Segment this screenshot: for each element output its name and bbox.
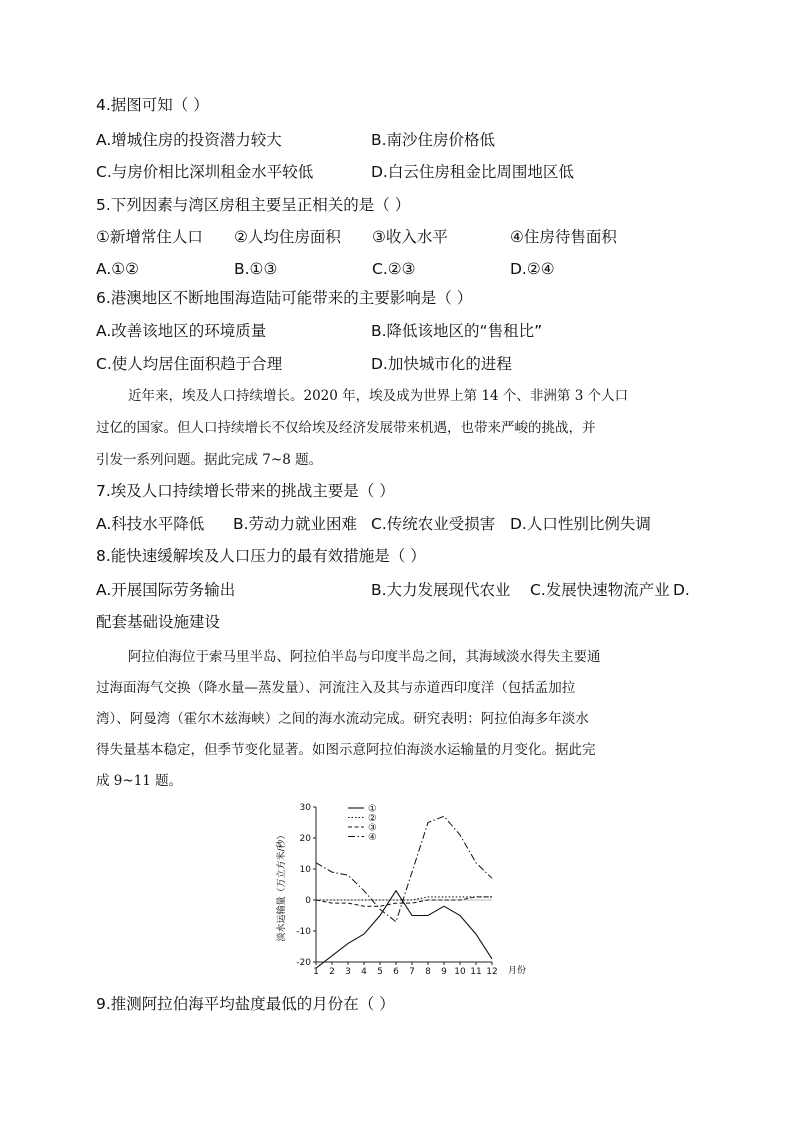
q6-stem: 6.港澳地区不断地围海造陆可能带来的主要影响是（ ） <box>96 289 473 307</box>
q5-option-d: D.②④ <box>510 260 555 278</box>
chart-x-tick-label: 1 <box>313 967 319 976</box>
freshwater-transport-chart <box>276 798 536 980</box>
chart-x-tick-label: 7 <box>409 967 415 976</box>
q7-stem: 7.埃及人口持续增长带来的挑战主要是（ ） <box>96 482 395 500</box>
chart-x-tick-label: 3 <box>345 967 351 976</box>
chart-series-line <box>316 891 492 969</box>
q6-option-a: A.改善该地区的环境质量 <box>96 322 267 340</box>
q7-option-b: B.劳动力就业困难 <box>233 515 358 533</box>
q8-option-d-label: D. <box>673 581 690 599</box>
chart-legend-label: ① <box>368 803 377 815</box>
q7-option-d: D.人口性别比例失调 <box>510 515 651 533</box>
q8-stem: 8.能快速缓解埃及人口压力的最有效措施是（ ） <box>96 547 426 565</box>
chart-y-tick-label: 0 <box>305 896 311 906</box>
chart-y-tick-label: 20 <box>299 834 311 844</box>
chart-ylabel: 淡水运输量（万立方米/秒） <box>277 830 287 942</box>
q5-factor-2: ②人均住房面积 <box>234 228 341 246</box>
q5-option-c: C.②③ <box>372 260 416 278</box>
chart-x-tick-label: 9 <box>441 967 447 976</box>
q5-option-a: A.①② <box>96 260 140 278</box>
passage2-line5: 成 9~11 题。 <box>96 773 183 789</box>
passage2-line3: 湾）、阿曼湾（霍尔木兹海峡）之间的海水流动完成。研究表明：阿拉伯海多年淡水 <box>96 711 589 727</box>
q5-option-b: B.①③ <box>234 260 278 278</box>
q8-option-b: B.大力发展现代农业 <box>371 581 511 599</box>
passage2-line2: 过海面海气交换（降水量—蒸发量）、河流注入及其与赤道西印度洋（包括孟加拉 <box>96 680 576 696</box>
q4-option-b: B.南沙住房价格低 <box>371 131 496 149</box>
passage1-line3: 引发一系列问题。据此完成 7~8 题。 <box>96 452 323 468</box>
chart-y-tick-label: -20 <box>296 958 311 968</box>
passage1-line2: 过亿的国家。但人口持续增长不仅给埃及经济发展带来机遇，也带来严峻的挑战，并 <box>96 420 596 436</box>
q7-option-c: C.传统农业受损害 <box>371 515 496 533</box>
q9-stem: 9.推测阿拉伯海平均盐度最低的月份在（ ） <box>96 995 395 1013</box>
q6-option-c: C.使人均居住面积趋于合理 <box>96 355 283 373</box>
passage1-line1: 近年来，埃及人口持续增长。2020 年，埃及成为世界上第 14 个、非洲第 3 个人口 <box>128 388 629 404</box>
chart-svg <box>276 798 536 976</box>
chart-x-tick-label: 4 <box>361 967 367 976</box>
chart-x-tick-label: 10 <box>454 967 466 976</box>
q8-option-d-text: 配套基础设施建设 <box>96 613 221 631</box>
q7-option-a: A.科技水平降低 <box>96 515 205 533</box>
chart-x-tick-label: 8 <box>425 967 431 976</box>
passage2-line4: 得失量基本稳定，但季节变化显著。如图示意阿拉伯海淡水运输量的月变化。据此完 <box>96 742 596 758</box>
q4-option-d: D.白云住房租金比周围地区低 <box>371 163 574 181</box>
passage2-line1: 阿拉伯海位于索马里半岛、阿拉伯半岛与印度半岛之间，其海域淡水得失主要通 <box>128 649 601 665</box>
chart-x-tick-label: 11 <box>470 967 482 976</box>
q4-option-a: A.增城住房的投资潜力较大 <box>96 131 282 149</box>
chart-legend-label: ② <box>368 813 377 824</box>
q5-factor-4: ④住房待售面积 <box>510 228 617 246</box>
chart-x-tick-label: 6 <box>393 967 399 976</box>
q4-stem: 4.据图可知（ ） <box>96 96 209 114</box>
chart-y-tick-label: -10 <box>296 927 311 937</box>
q5-factor-3: ③收入水平 <box>372 228 448 246</box>
q6-option-d: D.加快城市化的进程 <box>371 355 512 373</box>
chart-y-tick-label: 30 <box>299 803 311 813</box>
chart-legend-label: ④ <box>368 832 377 843</box>
q6-option-b: B.降低该地区的“售租比” <box>371 322 543 340</box>
chart-y-tick-label: 10 <box>299 865 311 875</box>
chart-x-tick-label: 5 <box>377 967 383 976</box>
chart-x-tick-label: 2 <box>329 967 335 976</box>
chart-legend-label: ③ <box>368 822 377 834</box>
q8-option-a: A.开展国际劳务输出 <box>96 581 236 599</box>
q8-option-c: C.发展快速物流产业 <box>530 581 670 599</box>
chart-series-line <box>316 816 492 921</box>
q4-option-c: C.与房价相比深圳租金水平较低 <box>96 163 314 181</box>
q5-stem: 5.下列因素与湾区房租主要呈正相关的是（ ） <box>96 196 411 214</box>
chart-x-tick-label: 12 <box>486 967 498 976</box>
chart-xlabel: 月份 <box>508 966 527 976</box>
q5-factor-1: ①新增常住人口 <box>96 228 203 246</box>
